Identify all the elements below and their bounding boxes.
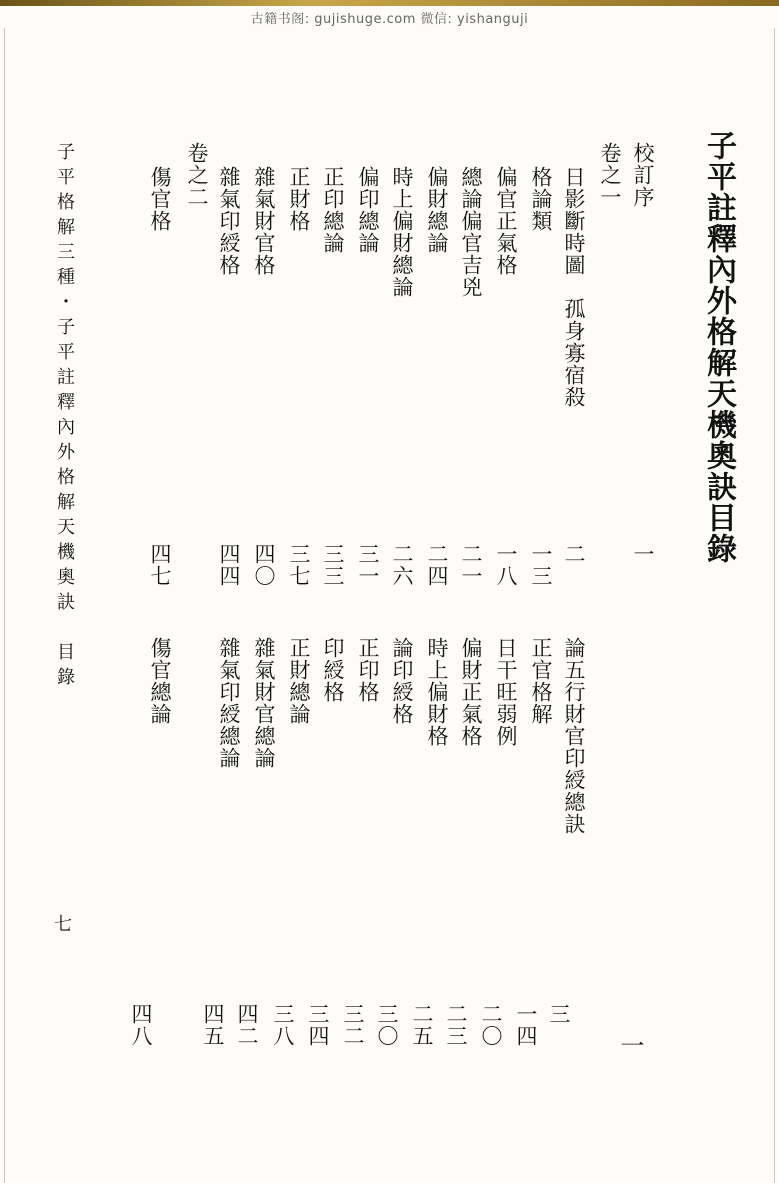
toc-page-number: 二〇 — [479, 1003, 503, 1047]
toc-page-number: 四四 — [217, 543, 241, 587]
toc-entry: 正財格 — [287, 166, 311, 232]
toc-page-number: 三二 — [341, 1003, 365, 1047]
toc-entry: 雜氣印綬總論 — [217, 637, 241, 769]
toc-page-number: 三 — [547, 1003, 571, 1025]
page-title: 子平註釋內外格解天機奧訣目錄 — [701, 130, 736, 564]
toc-entry: 正官格解 — [529, 637, 553, 725]
toc-page-number: 三一 — [356, 543, 380, 587]
toc-page-number: 四〇 — [252, 543, 276, 587]
top-border-bar — [0, 0, 779, 6]
toc-entry: 日干旺弱例 — [494, 637, 518, 747]
toc-page-number: 四五 — [201, 1003, 225, 1047]
toc-page-number: 二一 — [459, 543, 483, 587]
toc-entry: 正印總論 — [321, 166, 345, 254]
toc-entry: 偏財正氣格 — [459, 637, 483, 747]
toc-page-number: 三〇 — [375, 1003, 399, 1047]
toc-entry: 偏印總論 — [356, 166, 380, 254]
toc-page-number: 一三 — [529, 543, 553, 587]
toc-entry: 格論類 — [529, 166, 553, 232]
toc-page-number: 一 — [616, 1033, 644, 1057]
toc-entry: 印綬格 — [321, 637, 345, 703]
toc-entry: 正財總論 — [287, 637, 311, 725]
toc-page-number: 三三 — [321, 543, 345, 587]
toc-entry: 雜氣財官總論 — [252, 637, 276, 769]
toc-entry: 偏官正氣格 — [494, 166, 518, 276]
toc-page-number: 二 — [562, 543, 586, 565]
toc-page-number: 四八 — [129, 1003, 153, 1047]
toc-page-number: 三七 — [287, 543, 311, 587]
running-title: 子平格解三種・子平註釋內外格解天機奧訣 目錄 — [54, 142, 75, 692]
toc-page-number: 一八 — [494, 543, 518, 587]
toc-volume-2: 卷之二 — [185, 142, 209, 208]
toc-page-number: 一四 — [514, 1003, 538, 1047]
toc-entry: 時上偏財格 — [425, 637, 449, 747]
toc-page-number: 二六 — [390, 543, 414, 587]
toc-entry: 論五行財官印綬總訣 — [562, 637, 586, 835]
folio-number: 七 — [51, 914, 72, 932]
page-edge-right — [774, 28, 775, 1183]
watermark-text: 古籍书阁: gujishuge.com 微信: yishanguji — [250, 12, 529, 27]
toc-entry-preface: 校訂序 — [631, 142, 655, 208]
toc-page-number: 三四 — [306, 1003, 330, 1047]
toc-page-number: 二五 — [410, 1003, 434, 1047]
toc-volume-1: 卷之一 — [598, 142, 622, 208]
toc-entry: 日影斷時圖 孤身寡宿殺 — [562, 166, 586, 408]
toc-page-number: 四二 — [235, 1003, 259, 1047]
toc-entry: 雜氣印綬格 — [217, 166, 241, 276]
toc-page-number: 四七 — [148, 543, 172, 587]
toc-entry: 總論偏官吉兇 — [459, 166, 483, 298]
toc-entry: 正印格 — [356, 637, 380, 703]
toc-entry: 論印綬格 — [390, 637, 414, 725]
toc-entry: 傷官格 — [148, 166, 172, 232]
toc-page-number: 一 — [631, 543, 655, 565]
toc-entry: 時上偏財總論 — [390, 166, 414, 298]
toc-page-number: 二四 — [425, 543, 449, 587]
toc-entry: 雜氣財官格 — [252, 166, 276, 276]
page-edge-left — [4, 28, 5, 1183]
toc-entry: 偏財總論 — [425, 166, 449, 254]
toc-entry: 傷官總論 — [148, 637, 172, 725]
toc-page-number: 三八 — [271, 1003, 295, 1047]
toc-page-number: 二三 — [444, 1003, 468, 1047]
